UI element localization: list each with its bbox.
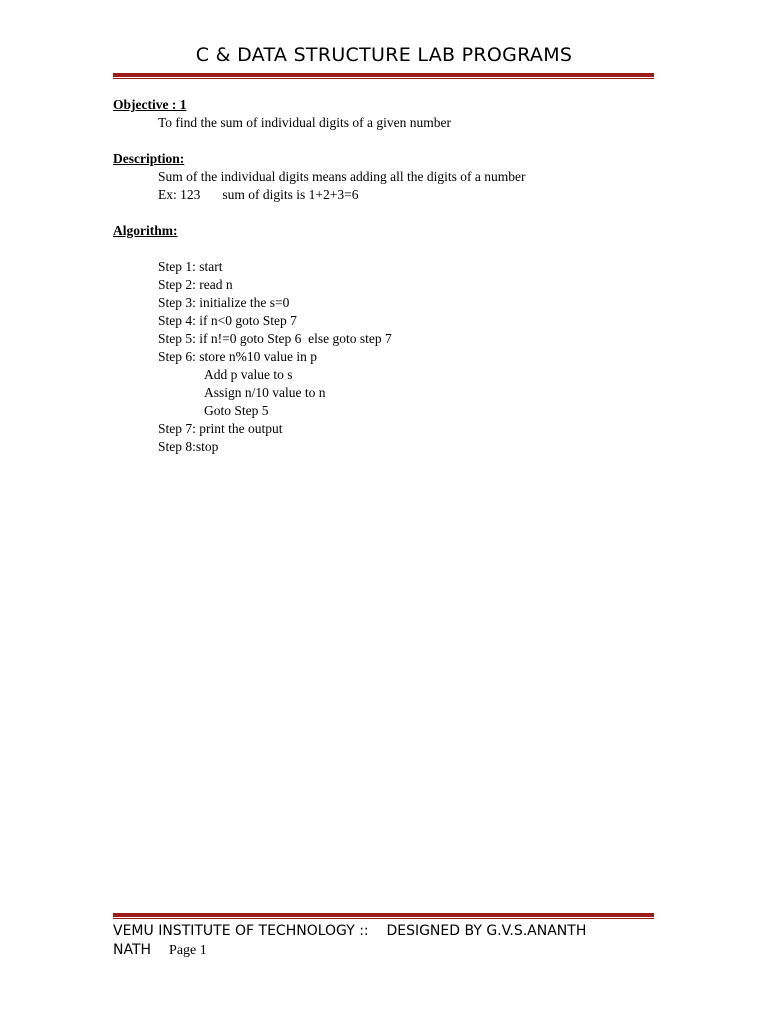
footer-author-suffix: NATH	[113, 942, 152, 958]
algorithm-substep: Assign n/10 value to n	[204, 385, 326, 400]
document-header-title: C & DATA STRUCTURE LAB PROGRAMS	[195, 44, 573, 66]
example-label: Ex: 123	[158, 187, 201, 202]
description-heading: Description:	[113, 151, 185, 166]
algorithm-step: Step 7: print the output	[158, 421, 283, 436]
footer-line2	[113, 941, 633, 960]
footer-divider	[113, 913, 654, 919]
objective-heading: Objective : 1	[113, 97, 187, 112]
header-divider	[113, 73, 654, 79]
document-body	[113, 96, 673, 456]
algorithm-step: Step 6: store n%10 value in p	[158, 349, 317, 364]
objective-text: To find the sum of individual digits of a given number	[158, 115, 452, 130]
algorithm-substep: Goto Step 5	[204, 403, 269, 418]
document-footer	[113, 922, 633, 960]
algorithm-step: Step 5: if n!=0 goto Step 6 else goto step 7	[158, 331, 392, 346]
algorithm-step: Step 4: if n<0 goto Step 7	[158, 313, 297, 328]
description-text: Sum of the individual digits means adding all the digits of a number	[158, 169, 526, 184]
algorithm-step: Step 1: start	[158, 259, 223, 274]
footer-credit: VEMU INSTITUTE OF TECHNOLOGY :: DESIGNED BY G.V.S.ANANTH	[113, 923, 587, 939]
algorithm-heading: Algorithm:	[113, 223, 178, 238]
algorithm-step: Step 3: initialize the s=0	[158, 295, 290, 310]
algorithm-step: Step 2: read n	[158, 277, 233, 292]
description-example	[113, 186, 673, 204]
page-number: Page 1	[169, 943, 207, 958]
example-text: sum of digits is 1+2+3=6	[222, 187, 359, 202]
algorithm-substep: Add p value to s	[204, 367, 293, 382]
algorithm-step: Step 8:stop	[158, 439, 219, 454]
